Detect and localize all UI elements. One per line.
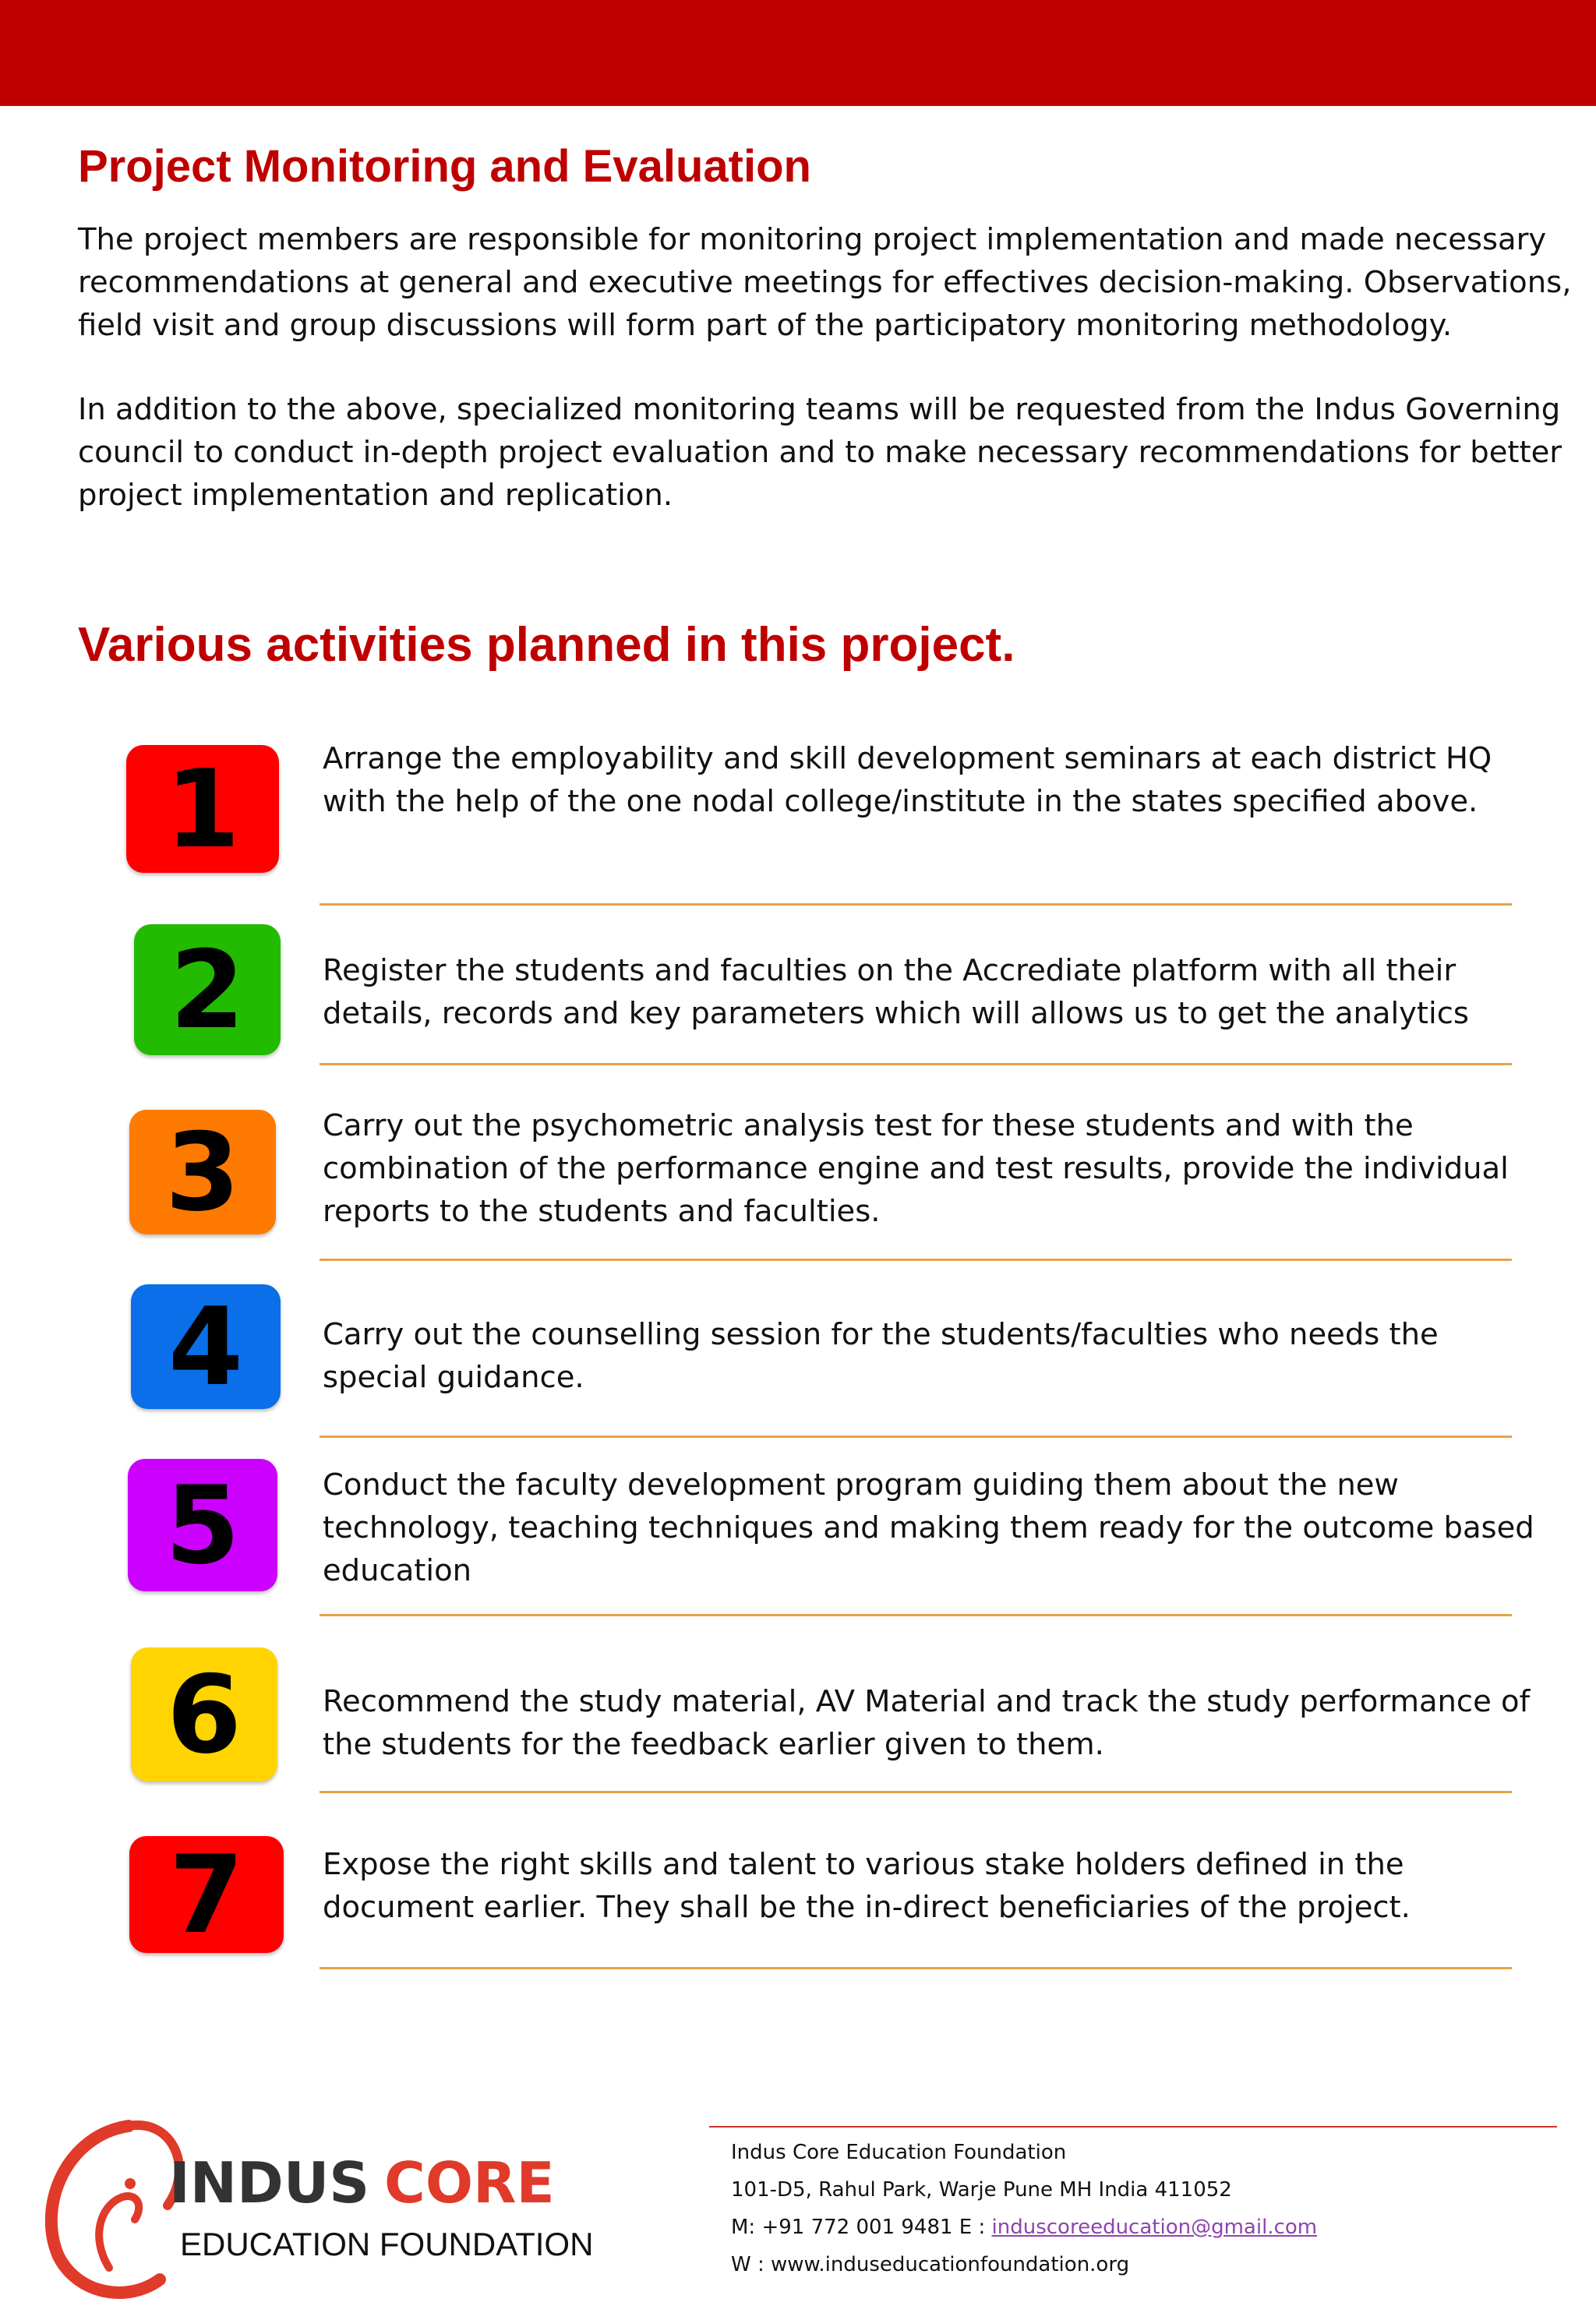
number-badge-6 xyxy=(131,1647,277,1782)
footer-website: W : www.induseducationfoundation.org xyxy=(731,2253,1130,2276)
footer-org-name: Indus Core Education Foundation xyxy=(731,2141,1067,2164)
number-badge-4 xyxy=(131,1284,281,1409)
number-badge-5 xyxy=(128,1459,277,1591)
number-badge-1 xyxy=(126,745,279,873)
activity-text-3: Carry out the psychometric analysis test for these students and with the combination of the performance engine and test results, provide the individual reports to the students and faculties. xyxy=(323,1108,1509,1229)
activity-separator xyxy=(320,1791,1512,1793)
activity-separator xyxy=(320,1436,1512,1438)
activity-text-4: Carry out the counselling session for the students/faculties who needs the special guidance. xyxy=(323,1317,1439,1395)
footer-phone: M: +91 772 001 9481 E : xyxy=(731,2216,992,2239)
activity-text-7: Expose the right skills and talent to various stake holders defined in the document earlier. They shall be the in-direct beneficiaries of the project. xyxy=(323,1847,1411,1925)
badge-number: 2 xyxy=(169,927,245,1053)
monitoring-paragraph-2: In addition to the above, specialized monitoring teams will be requested from the Indus Governing council to conduct in-depth project evaluation and to make necessary recommendations for better project implementation and replication. xyxy=(78,392,1562,513)
logo-foundation-text: EDUCATION FOUNDATION xyxy=(180,2226,594,2262)
footer-contact xyxy=(731,2216,1317,2239)
activity-separator xyxy=(320,1614,1512,1616)
section-title-activities: Various activities planned in this project. xyxy=(78,618,1015,672)
badge-number: 3 xyxy=(164,1109,241,1235)
number-badge-7 xyxy=(129,1831,284,1958)
badge-number: 7 xyxy=(168,1831,245,1958)
activity-text-5: Conduct the faculty development program guiding them about the new technology, teaching techniques and making them ready for the outcome based education xyxy=(323,1467,1534,1588)
footer-divider xyxy=(709,2126,1557,2128)
header-bar xyxy=(0,0,1596,106)
section-title-monitoring: Project Monitoring and Evaluation xyxy=(78,141,811,192)
activity-separator xyxy=(320,903,1512,906)
number-badge-3 xyxy=(129,1110,276,1234)
logo-core-text: CORE xyxy=(384,2150,555,2216)
logo-indus-text: INDUS xyxy=(169,2150,370,2216)
badge-number: 4 xyxy=(168,1284,244,1410)
activity-separator xyxy=(320,1967,1512,1969)
indus-core-logo xyxy=(35,2112,612,2299)
number-badge-2 xyxy=(134,924,281,1055)
monitoring-paragraph-1: The project members are responsible for monitoring project implementation and made necessary recommendations at general and executive meetings for effectives decision-making. Observations, field visit and group discussions will form part of the participatory monitoring methodology. xyxy=(78,222,1572,343)
activity-text-2: Register the students and faculties on the Accrediate platform with all their details, records and key parameters which will allows us to get the analytics xyxy=(323,953,1469,1031)
activity-text-6: Recommend the study material, AV Material and track the study performance of the students for the feedback earlier given to them. xyxy=(323,1684,1531,1762)
activity-text-1: Arrange the employability and skill development seminars at each district HQ with the help of the one nodal college/institute in the states specified above. xyxy=(323,741,1492,819)
footer-email-link[interactable]: induscoreeducation@gmail.com xyxy=(991,2216,1318,2239)
badge-number: 6 xyxy=(166,1651,242,1778)
badge-number: 1 xyxy=(164,746,241,872)
footer-address: 101-D5, Rahul Park, Warje Pune MH India 411052 xyxy=(731,2178,1232,2202)
badge-number: 5 xyxy=(164,1462,241,1588)
activity-separator xyxy=(320,1259,1512,1261)
swirl-logo-icon xyxy=(51,2125,179,2293)
activity-separator xyxy=(320,1063,1512,1065)
